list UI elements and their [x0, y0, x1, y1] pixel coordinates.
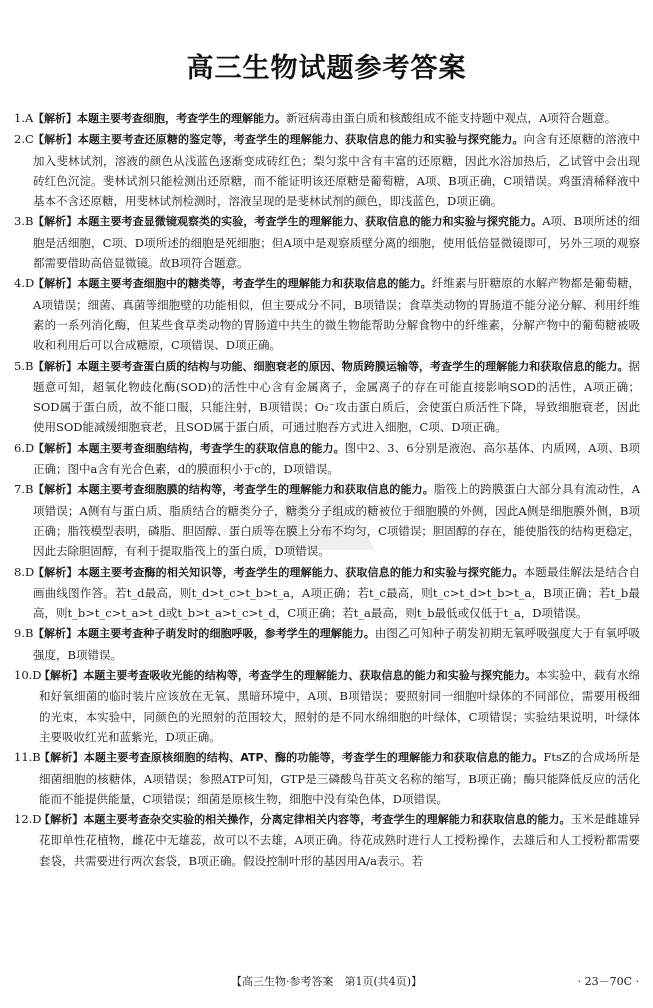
answer-list — [14, 108, 640, 871]
answer-explanation: 玉米是雌雄异花即单性花植物，雌花中无雄蕊，故可以不去雄，A项正确。待花成熟时进行人工授粉操作，去雄后和人工授粉都需要套袋，共需要进行两次套袋，B项正确。假设控制叶形的基因用A/a表示。若 — [39, 812, 641, 868]
analysis-tag: 【解析】 — [39, 751, 84, 765]
answer-item — [14, 809, 640, 871]
answer-item — [14, 747, 640, 809]
answer-item — [14, 438, 640, 480]
answer-focus: 本题主要考查杂交实验的相关操作，分离定律相关内容等，考查学生的理解能力和获取信息的能力。 — [83, 813, 571, 827]
answer-focus: 本题主要考查显微镜观察类的实验，考查学生的理解能力、获取信息的能力和实验与探究能力。 — [77, 215, 543, 229]
answer-number: 5.B — [14, 358, 34, 373]
analysis-tag: 【解析】 — [33, 112, 77, 125]
answer-item — [14, 129, 640, 211]
page-title: 高三生物试题参考答案 — [186, 53, 467, 84]
answer-focus: 本题主要考查还原糖的鉴定等，考查学生的理解能力、获取信息的能力和实验与探究能力。 — [77, 133, 524, 147]
answer-explanation: 图中2、3、6分别是液泡、高尔基体、内质网，A项、B项正确；图中a含有光合色素，d的膜面积小于c的，D项错误。 — [33, 440, 641, 477]
answer-explanation: 向含有还原糖的溶液中加入斐林试剂，溶液的颜色从浅蓝色逐渐变成砖红色；梨匀浆中含有丰富的还原糖，因此水浴加热后，乙试管中会出现砖红色沉淀。斐林试剂只能检测出还原糖，而不能证明该还原糖是葡萄糖，A项、B项正确，C项错误。鸡蛋清稀释液中基本不含还原糖，用斐林试剂检测时，溶液呈现的是斐林试剂的颜色，即浅蓝色，D项正确。 — [33, 132, 641, 209]
answer-item — [14, 623, 640, 665]
answer-explanation: 本实验中，载有水绵和好氧细菌的临时装片应该放在无氧、黑暗环境中，A项、B项错误；要照射同一细胞叶绿体的不同部位，需要用极细的光束，本实验中，同颜色的光照射的范围较大，照射的是不同水绵细胞的叶绿体，C项错误；实验结果说明，叶绿体主要吸收红光和蓝紫光，D项正确。 — [39, 668, 641, 744]
analysis-tag: 【解析】 — [33, 627, 78, 641]
answer-number: 7.B — [14, 482, 34, 497]
answer-number: 9.B — [14, 626, 34, 641]
answer-explanation: 据题意可知，超氧化物歧化酶(SOD)的活性中心含有金属离子，金属离子的存在可能直接影响SOD的活性，A项正确；SOD属于蛋白质，故不能口服，只能注射，B项错误；O₂⁻攻击蛋白质后，会使蛋白质活性下降，导致细胞衰老，因此使用SOD能减缓细胞衰老，且SOD属于蛋白质，可通过胞吞方式进入细胞，C项、D项正确。 — [33, 358, 641, 435]
answer-item — [14, 665, 640, 747]
answer-item — [14, 108, 640, 129]
answer-item — [14, 356, 640, 438]
answer-focus: 本题主要考查吸收光能的结构等，考查学生的理解能力、获取信息的能力和实验与探究能力。 — [83, 669, 537, 683]
analysis-tag: 【解析】 — [33, 215, 78, 229]
answer-explanation: 纤维素与肝糖原的水解产物都是葡萄糖，A项错误；细菌、真菌等细胞壁的功能相似，但主要成分不同，B项错误；食草类动物的胃肠道不能分泌分解、利用纤维素的一系列消化酶，但某些食草类动物的胃肠道中共生的微生物能帮助分解食物中的纤维素，分解产物中的葡萄糖被吸收和利用后可以合成糖原，C项错误、D项正确。 — [33, 276, 641, 353]
answer-number: 2.C — [14, 132, 34, 147]
answer-number: 10.D — [14, 668, 42, 683]
answer-focus: 本题主要考查细胞膜的结构等，考查学生的理解能力和获取信息的能力。 — [77, 483, 434, 497]
analysis-tag: 【解析】 — [33, 133, 78, 147]
answer-explanation: 由图乙可知种子萌发初期无氧呼吸强度大于有氧呼吸强度，B项错误。 — [33, 626, 641, 662]
answer-focus: 本题主要考查蛋白质的结构与功能、细胞衰老的原因、物质跨膜运输等，考查学生的理解能力和获取信息的能力。 — [77, 359, 629, 373]
answer-number: 3.B — [14, 214, 34, 229]
page-footer — [14, 972, 639, 992]
answer-item — [14, 562, 640, 624]
answer-number: 1.A — [14, 111, 34, 125]
answer-item — [14, 273, 640, 355]
answer-number: 12.D — [14, 812, 42, 827]
answer-number: 11.B — [14, 750, 41, 765]
answer-number: 4.D — [14, 276, 35, 291]
analysis-tag: 【解析】 — [33, 359, 78, 373]
answer-number: 8.D — [14, 564, 35, 579]
analysis-tag: 【解析】 — [33, 565, 78, 579]
answer-focus: 本题主要考查种子萌发时的细胞呼吸，参考学生的理解能力。 — [77, 627, 375, 641]
analysis-tag: 【解析】 — [33, 277, 78, 291]
answer-focus: 本题主要考查原核细胞的结构、ATP、酶的功能等，考查学生的理解能力和获取信息的能力。 — [83, 751, 544, 765]
answer-explanation: 本题最佳解法是结合自画曲线图作答。若t_d最高，则t_d>t_c>t_b>t_a，A项正确；若t_c最高，则t_c>t_d>t_b>t_a，B项正确；若t_b最高，则t_b>t_c>t_a>t_d或t_b>t_a>t_c>t_d，C项正确；若t_a最高，则t_b最低或仅低于t_a，D项错误。 — [33, 564, 641, 621]
answer-focus: 本题主要考查酶的相关知识等，考查学生的理解能力、获取信息的能力和实验与探究能力。 — [77, 565, 524, 579]
answer-number: 6.D — [14, 440, 35, 455]
answer-explanation: FtsZ的合成场所是细菌细胞的核糖体，A项错误；参照ATP可知，GTP是三磷酸鸟苷英文名称的缩写，B项正确；酶只能降低反应的活化能而不能提供能量，C项错误；细菌是原核生物，细胞中没有染色体，D项错误。 — [39, 750, 640, 806]
footer-exam-code: · 23－70C · — [577, 975, 639, 988]
answer-item — [14, 479, 640, 561]
answer-focus: 本题主要考查细胞中的糖类等，考查学生的理解能力和获取信息的能力。 — [77, 277, 432, 291]
answer-explanation: 新冠病毒由蛋白质和核酸组成不能支持题中观点，A项符合题意。 — [286, 111, 617, 125]
answer-focus: 本题主要考查细胞，考查学生的理解能力。 — [77, 112, 286, 125]
analysis-tag: 【解析】 — [33, 441, 78, 455]
answer-item — [14, 211, 640, 273]
answer-explanation: A项、B项所述的细胞是活细胞，C项、D项所述的细胞是死细胞；但A项中是观察质壁分离的细胞，使用低倍显微镜即可，另外三项的观察都需要借助高倍显微镜。故B项符合题意。 — [33, 214, 640, 271]
answer-explanation: 脂筏上的跨膜蛋白大部分具有流动性，A项错误；A侧有与蛋白质、脂质结合的糖类分子，糖类分子组成的糖被位于细胞膜的外侧，因此A侧是细胞膜外侧，B项正确；脂筏模型表明，磷脂、胆固醇、蛋白质等在膜上分布不均匀，C项错误；胆固醇的存在，能使脂筏的结构更稳定，因此去除胆固醇，有利于提取脂筏上的蛋白质，D项错误。 — [33, 482, 640, 559]
analysis-tag: 【解析】 — [39, 669, 84, 683]
analysis-tag: 【解析】 — [33, 483, 78, 497]
analysis-tag: 【解析】 — [39, 813, 84, 827]
footer-page-info: 【高三生物·参考答案 第1页(共4页)】 — [230, 975, 423, 988]
answer-focus: 本题主要考查细胞结构，考查学生的获取信息的能力。 — [77, 441, 345, 455]
